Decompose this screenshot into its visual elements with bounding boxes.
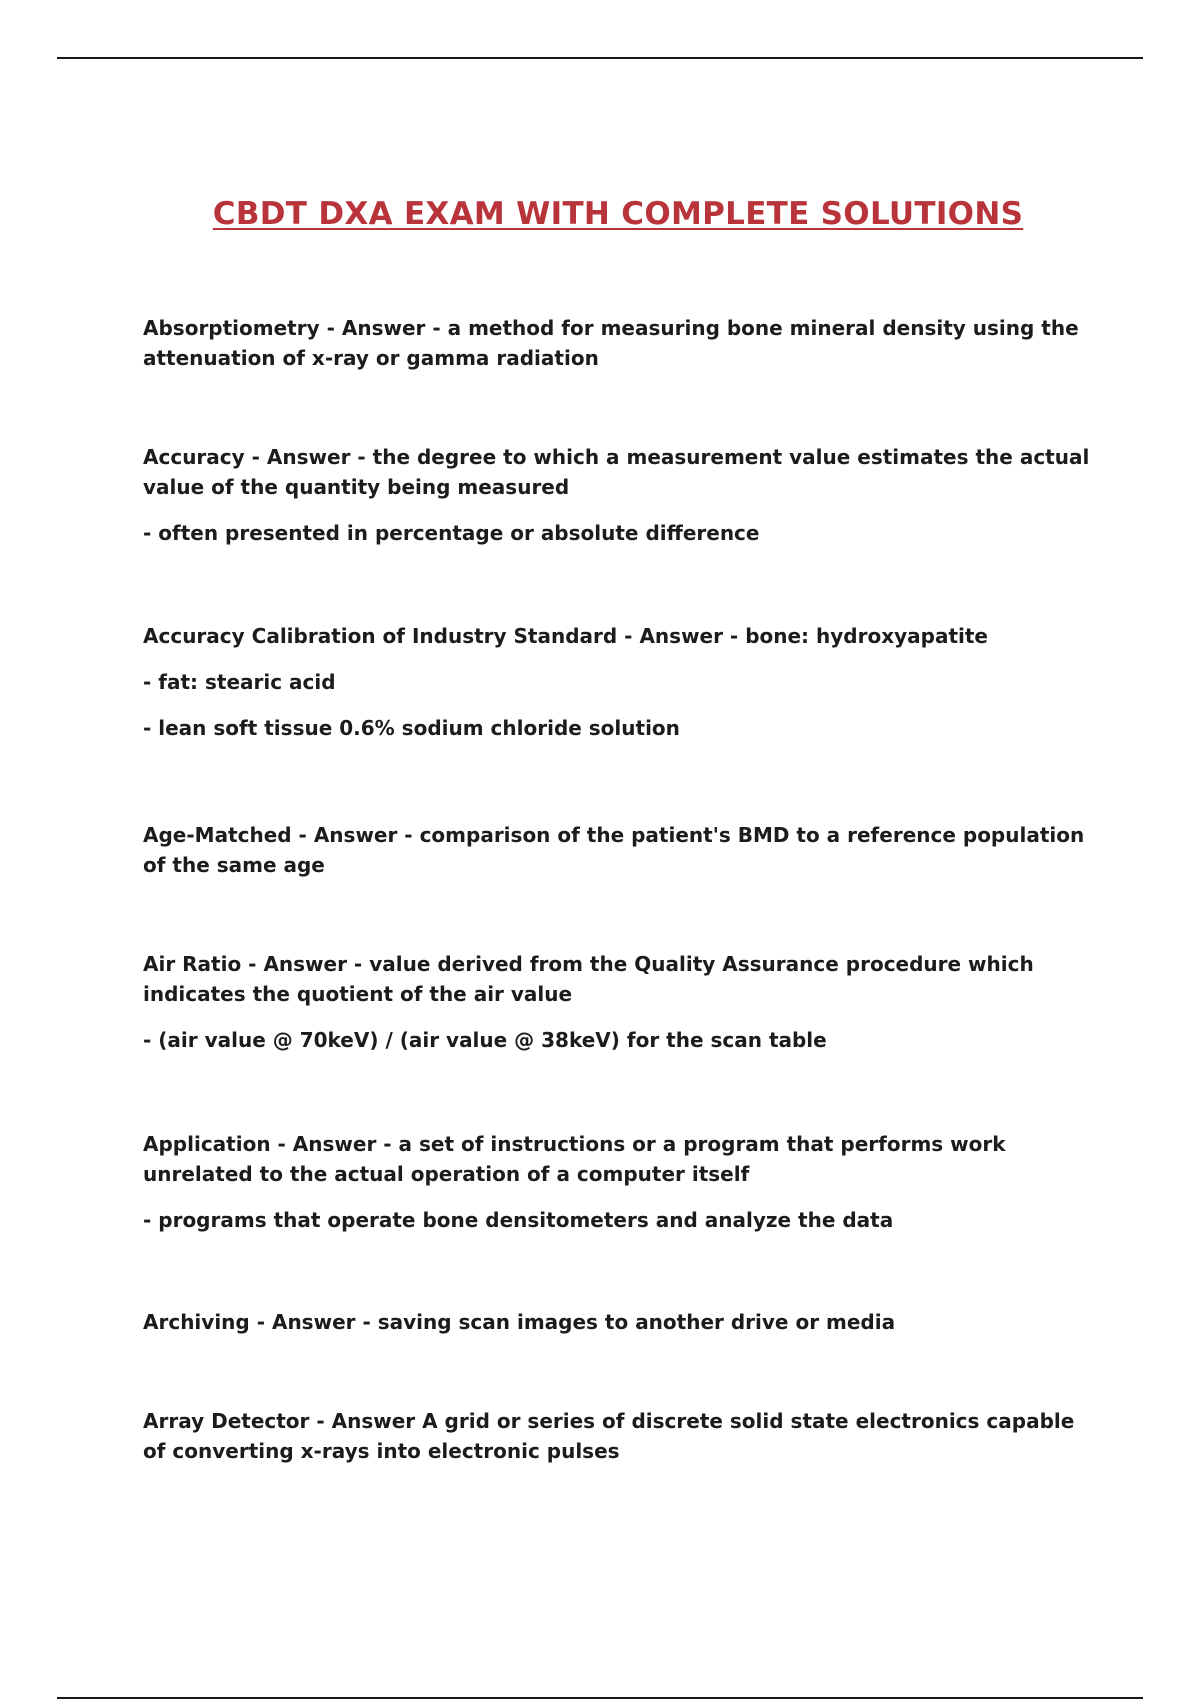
page-title: CBDT DXA EXAM WITH COMPLETE SOLUTIONS (212, 196, 1024, 232)
entry-text: Age-Matched - Answer - comparison of the patient's BMD to a reference population of the same age (143, 823, 1085, 877)
entry-subpoint: - often presented in percentage or absolute difference (143, 521, 760, 545)
entry-subpoint: - fat: stearic acid (143, 670, 336, 694)
bottom-rule (57, 1697, 1143, 1699)
entry-age-matched (143, 820, 1103, 880)
entry-archiving (143, 1307, 1103, 1337)
entry-text: Accuracy - Answer - the degree to which a measurement value estimates the actual value of the quantity being measured (143, 445, 1090, 499)
entry-subpoint: - (air value @ 70keV) / (air value @ 38keV) for the scan table (143, 1028, 827, 1052)
entry-absorptiometry (143, 313, 1103, 373)
entry-accuracy (143, 442, 1103, 548)
entry-subpoint: - programs that operate bone densitometers and analyze the data (143, 1208, 894, 1232)
entry-text: Air Ratio - Answer - value derived from the Quality Assurance procedure which indicates the quotient of the air value (143, 952, 1034, 1006)
entry-text: Application - Answer - a set of instructions or a program that performs work unrelated to the actual operation of a computer itself (143, 1132, 1006, 1186)
entry-application (143, 1129, 1103, 1235)
entry-text: Accuracy Calibration of Industry Standard - Answer - bone: hydroxyapatite (143, 624, 988, 648)
top-rule (57, 57, 1143, 59)
entry-accuracy-calibration (143, 621, 1103, 743)
entry-text: Array Detector - Answer A grid or series of discrete solid state electronics capable of converting x-rays into electronic pulses (143, 1409, 1075, 1463)
entry-air-ratio (143, 949, 1103, 1055)
entry-text: Archiving - Answer - saving scan images to another drive or media (143, 1310, 896, 1334)
entry-array-detector (143, 1406, 1103, 1466)
entry-subpoint: - lean soft tissue 0.6% sodium chloride solution (143, 716, 680, 740)
entry-text: Absorptiometry - Answer - a method for measuring bone mineral density using the attenuation of x-ray or gamma radiation (143, 316, 1079, 370)
